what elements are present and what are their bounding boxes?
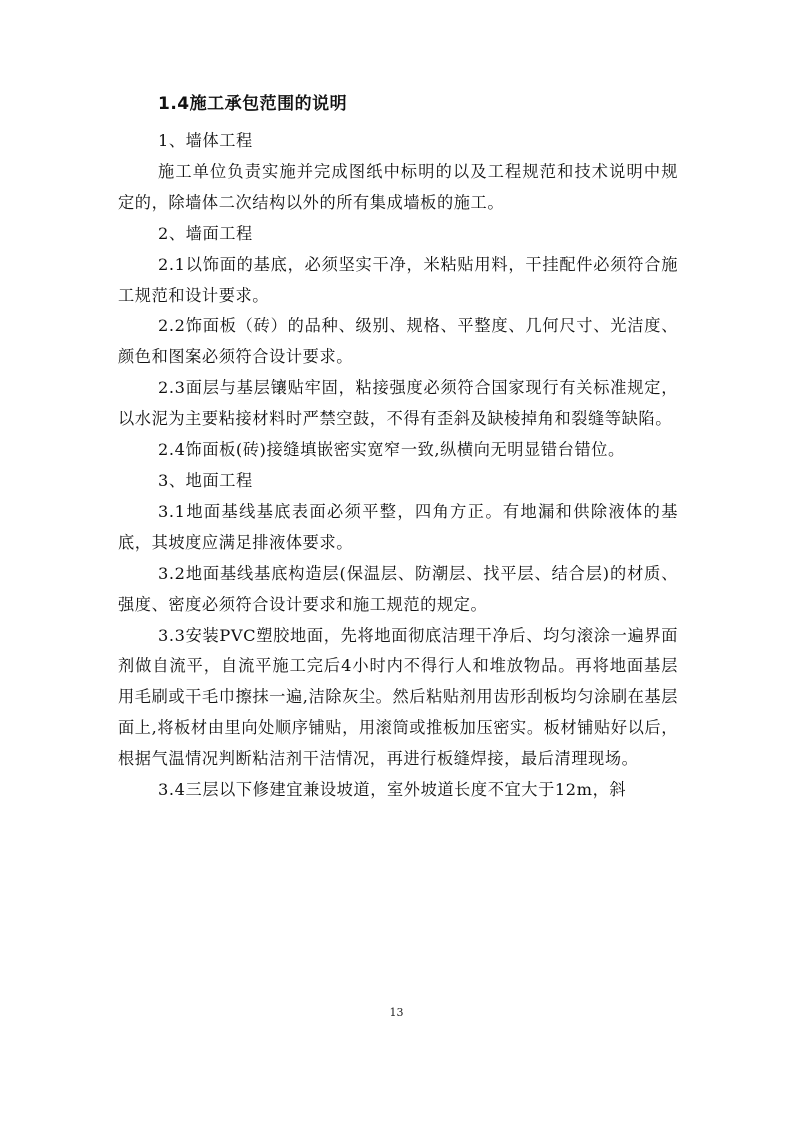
body-paragraph: 2.1以饰面的基底，必须坚实干净，米粘贴用料，干挂配件必须符合施工规范和设计要求。 xyxy=(118,254,678,305)
document-body xyxy=(118,93,678,806)
paragraph-list xyxy=(118,126,678,806)
body-paragraph: 3.4三层以下修建宜兼设坡道，室外坡道长度不宜大于12m，斜 xyxy=(158,780,627,800)
body-paragraph: 施工单位负责实施并完成图纸中标明的以及工程规范和技术说明中规定的，除墙体二次结构以外的所有集成墙板的施工。 xyxy=(118,161,678,212)
subsection-title: 1、墙体工程 xyxy=(158,131,253,150)
body-paragraph: 3.3安装PVC塑胶地面，先将地面彻底洁理干净后、均匀滚涂一遍界面剂做自流平，自流平施工完后4小时内不得行人和堆放物品。再将地面基层用毛刷或干毛巾擦抹一遍,洁除灰尘。然后粘贴剂用齿形刮板均匀涂刷在基层面上,将板材由里向处顺序铺贴，用滚筒或推板加压密实。板材铺贴好以后，根据气温情况判断粘洁剂干洁情况，再进行板缝焊接，最后清理现场。 xyxy=(118,625,678,769)
page-number: 13 xyxy=(389,1006,404,1019)
body-paragraph: 3.1地面基线基底表面必须平整，四角方正。有地漏和供除液体的基底，其坡度应满足排液体要求。 xyxy=(118,501,678,552)
body-paragraph: 3.2地面基线基底构造层(保温层、防潮层、找平层、结合层)的材质、强度、密度必须符合设计要求和施工规范的规定。 xyxy=(118,563,678,614)
body-paragraph: 2.4饰面板(砖)接缝填嵌密实宽窄一致,纵横向无明显错台错位。 xyxy=(158,440,625,460)
body-paragraph: 2.3面层与基层镶贴牢固，粘接强度必须符合国家现行有关标准规定，以水泥为主要粘接材料时严禁空鼓，不得有歪斜及缺棱掉角和裂缝等缺陷。 xyxy=(118,378,678,429)
subsection-title: 3、地面工程 xyxy=(158,470,253,490)
subsection-title: 2、墙面工程 xyxy=(158,223,253,243)
body-paragraph: 2.2饰面板（砖）的品种、级别、规格、平整度、几何尺寸、光洁度、颜色和图案必须符合设计要求。 xyxy=(118,316,678,367)
section-heading: 1.4施工承包范围的说明 xyxy=(158,94,348,114)
